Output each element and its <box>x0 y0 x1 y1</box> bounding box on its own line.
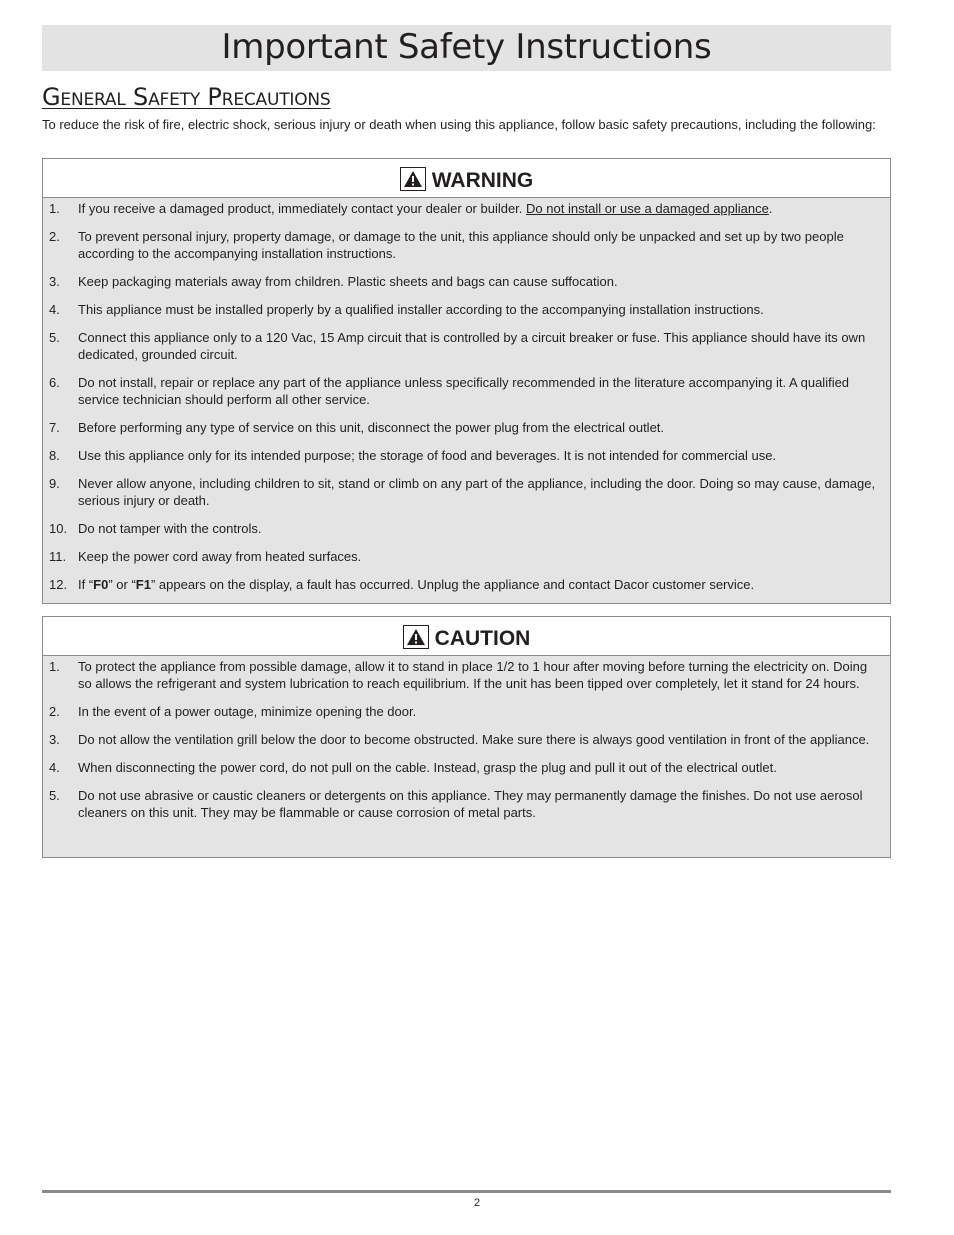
fault-code: F0 <box>93 577 109 592</box>
caution-list <box>43 656 890 821</box>
caution-header <box>43 617 890 656</box>
list-item: 9. Never allow anyone, including children to sit, stand or climb on any part of the appliance, including the door. Doing so may cause, damage, serious injury or death. <box>49 476 876 508</box>
list-item: 3. Do not allow the ventilation grill below the door to become obstructed. Make sure there is always good ventilation in front of the appliance. <box>49 732 870 747</box>
list-item: 3. Keep packaging materials away from children. Plastic sheets and bags can cause suffocation. <box>49 274 618 289</box>
warning-triangle-icon <box>403 625 429 649</box>
list-item: 8. Use this appliance only for its intended purpose; the storage of food and beverages. It is not intended for commercial use. <box>49 448 777 463</box>
list-item: 5. Do not use abrasive or caustic cleaners or detergents on this appliance. They may permanently damage the finishes. Do not use aerosol cleaners on this unit. They may be flammable or cause corrosion of metal parts. <box>49 788 863 820</box>
caution-title: CAUTION <box>434 627 531 650</box>
intro-paragraph: To reduce the risk of fire, electric shock, serious injury or death when using this appliance, follow basic safety precautions, including the following: <box>42 117 876 132</box>
list-item: 1. To protect the appliance from possible damage, allow it to stand in place 1/2 to 1 hour after moving before turning the electricity on. Doing so allows the refrigerant and system lubrication to reach equilibrium. If the unit has been tipped over completely, let it stand for 24 hours. <box>49 659 868 691</box>
list-item: 1. If you receive a damaged product, immediately contact your dealer or builder. Do not install or use a damaged appliance. <box>49 201 773 216</box>
list-item: 2. In the event of a power outage, minimize opening the door. <box>49 704 417 719</box>
fault-code: F1 <box>135 577 151 592</box>
list-item: 6. Do not install, repair or replace any part of the appliance unless specifically recommended in the literature accompanying it. A qualified service technician should perform all other service. <box>49 375 850 407</box>
page-number: 2 <box>473 1197 481 1209</box>
list-item: 10. Do not tamper with the controls. <box>49 521 262 536</box>
list-item: 2. To prevent personal injury, property damage, or damage to the unit, this appliance should only be unpacked and set up by two people according to the accompanying installation instructions. <box>49 229 844 261</box>
warning-header <box>43 159 890 198</box>
warning-triangle-icon <box>400 167 426 191</box>
footer-rule <box>42 1190 891 1193</box>
section-heading: General Safety Precautions <box>42 83 331 111</box>
page-title: Important Safety Instructions <box>221 27 712 67</box>
list-item: 4. When disconnecting the power cord, do not pull on the cable. Instead, grasp the plug and pull it out of the electrical outlet. <box>49 760 777 775</box>
title-bar <box>42 25 891 71</box>
list-item: 11. Keep the power cord away from heated surfaces. <box>49 549 362 564</box>
list-item: 12. If “F0” or “F1” appears on the display, a fault has occurred. Unplug the appliance and contact Dacor customer service. <box>49 577 755 592</box>
warning-list <box>43 198 890 593</box>
list-item: 4. This appliance must be installed properly by a qualified installer according to the accompanying installation instructions. <box>49 302 764 317</box>
caution-box <box>42 616 891 858</box>
list-item: 7. Before performing any type of service on this unit, disconnect the power plug from the electrical outlet. <box>49 420 665 435</box>
warning-box <box>42 158 891 604</box>
warning-title: WARNING <box>431 169 534 192</box>
list-item: 5. Connect this appliance only to a 120 Vac, 15 Amp circuit that is controlled by a circuit breaker or fuse. This appliance should have its own dedicated, grounded circuit. <box>49 330 866 362</box>
